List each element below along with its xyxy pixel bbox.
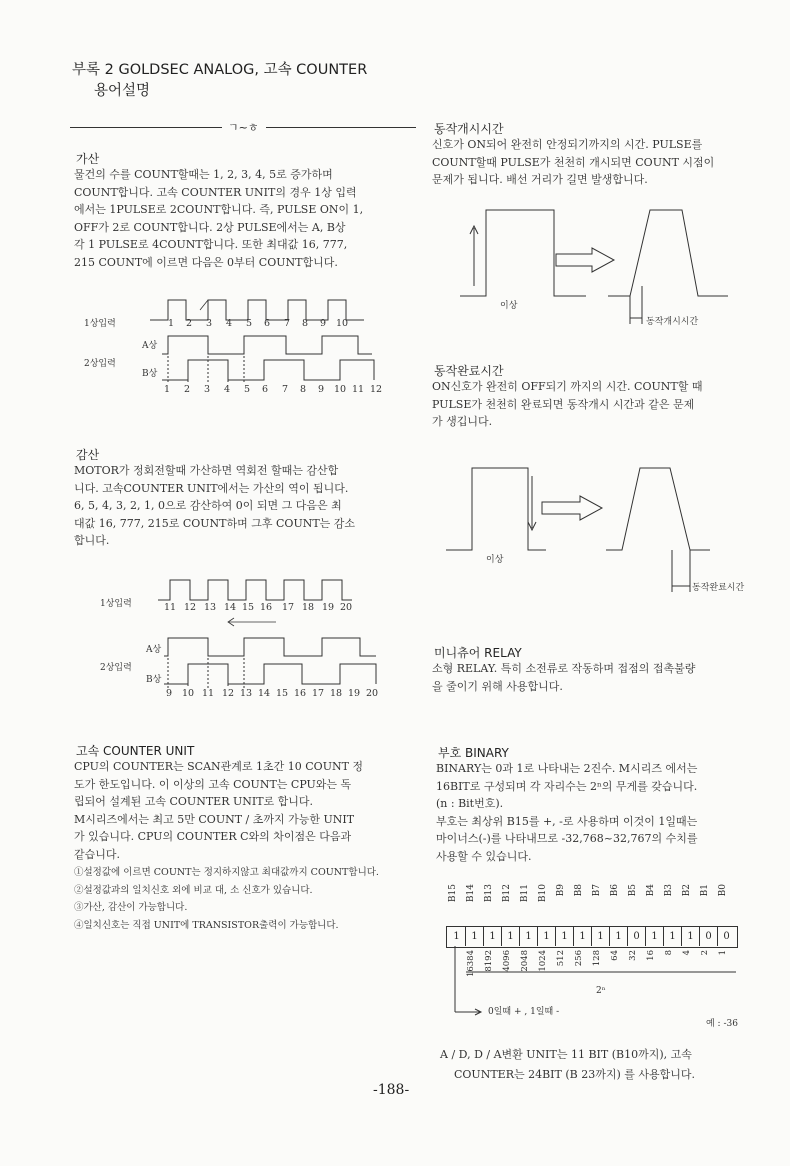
tick: 18 [302,602,315,613]
conversion-note-line2: COUNTER는 24BIT (B 23까지) 를 사용합니다. [454,1068,696,1081]
sub-body: MOTOR가 정회전할때 가산하면 역회전 할때는 감산합 니다. 고속COUNTER UNIT에서는 가산의 역이 됩니다. 6, 5, 4, 3, 2, 1, 0으로 감산하여 0이 되면 그 다음은 최 대값 16, 777, 215로 COUNT하며 그후 COUNT는 감소 합니다. [74,464,356,547]
relay-body: 소형 RELAY. 특히 소전류로 작동하며 접점의 접촉불량 을 줄이기 위해 사용합니다. [432,662,696,693]
end-ideal-label: 이상 [486,555,504,565]
bit-value: 1 [502,927,520,946]
tick: 14 [258,688,271,699]
sub-2phase-waveform [164,636,394,690]
sub-heading: 감산 [76,448,100,462]
bit-label: B8 [574,884,584,897]
sub-a-phase-label: A상 [146,645,162,655]
bit-label: B13 [484,884,494,903]
tick: 14 [224,602,237,613]
tick: 2 [186,318,193,329]
tick: 17 [282,602,295,613]
conversion-note-line1: A / D, D / A변환 UNIT는 11 BIT (B10까지), 고속 [440,1048,692,1061]
tick: 3 [206,318,213,329]
bit-weight: 4 [682,950,692,956]
bit-label: B9 [556,884,566,897]
bit-value: 1 [664,927,682,946]
hsc-list [74,864,414,934]
weight-bracket [446,946,736,976]
bit-weight: 32 [628,950,638,961]
tick: 10 [182,688,195,699]
bit-weight: 8192 [484,950,494,972]
bit-weight: 512 [556,950,566,967]
divider-line-left [70,127,222,128]
tick: 20 [366,688,379,699]
bit-weight: 2 [700,950,710,956]
bit-value: 0 [628,927,646,946]
binary-body: BINARY는 0과 1로 나타내는 2진수. M시리즈 에서는 16BIT로 구성되며 각 자리수는 2ⁿ의 무게를 갖습니다. (n : Bit번호). 부호는 최상위 B15를 +, -로 사용하며 이것이 1일때는 마이너스(-)를 나타내므로 -32,768~32,767의 수치를 사용할 수 있습니다. [436,762,698,863]
add-a-phase-label: A상 [142,341,158,351]
bit-label: B0 [718,884,728,897]
start-ideal-label: 이상 [500,301,518,311]
end-body: ON신호가 완전히 OFF되기 까지의 시간. COUNT할 때 PULSE가 천천히 완료되면 동작개시 시간과 같은 문제 가 생깁니다. [432,380,703,428]
tick: 9 [166,688,173,699]
tick: 15 [242,602,255,613]
divider-line-right [266,127,416,128]
tick: 12 [222,688,235,699]
tick: 7 [282,384,289,395]
bit-weight: 256 [574,950,584,967]
tick: 6 [264,318,271,329]
bit-weight: 1024 [538,950,548,972]
bit-value: 1 [466,927,484,946]
tick: 6 [262,384,269,395]
bit-value: 1 [520,927,538,946]
hsc-heading: 고속 COUNTER UNIT [76,744,195,758]
bit-weight: 8 [664,950,674,956]
end-heading: 동작완료시간 [434,364,504,378]
tick: 11 [202,688,215,699]
sub-b-phase-label: B상 [146,675,162,685]
binary-table [446,884,766,1024]
bit-label: B4 [646,884,656,897]
bit-weight: 2048 [520,950,530,972]
binary-heading: 부호 BINARY [438,746,509,760]
bit-value: 1 [610,927,628,946]
bit-label: B2 [682,884,692,897]
page-title-line2: 용어설명 [94,83,151,99]
sub-2phase-ticks [160,688,390,700]
tick: 19 [322,602,335,613]
sub-2phase-label: 2상입력 [100,663,132,673]
bit-value: 1 [682,927,700,946]
bit-label: B12 [502,884,512,903]
page-title [72,60,367,102]
tick: 3 [204,384,211,395]
bit-value: 0 [700,927,718,946]
tick: 12 [370,384,383,395]
bit-label: B10 [538,884,548,903]
tick: 13 [240,688,253,699]
tick: 12 [184,602,197,613]
bit-weight: 128 [592,950,602,967]
tick: 20 [340,602,353,613]
tick: 19 [348,688,361,699]
bit-value: 1 [484,927,502,946]
tick: 2 [184,384,191,395]
add-b-phase-label: B상 [142,369,158,379]
add-2phase-ticks [160,384,390,396]
add-2phase-waveform [162,334,392,386]
binary-example: 예 : -36 [706,1019,738,1029]
tick: 8 [300,384,307,395]
tick: 4 [224,384,231,395]
sub-1phase-label: 1상입력 [100,599,132,609]
list-item: ①설정값에 이르면 COUNT는 정지하지않고 최대값까지 COUNT합니다. [74,867,379,878]
tick: 10 [334,384,347,395]
tick: 7 [284,318,291,329]
bit-label: B5 [628,884,638,897]
bit-weight: 64 [610,950,620,961]
tick: 1 [164,384,171,395]
bit-label: B15 [448,884,458,903]
tick: 13 [204,602,217,613]
tick: 16 [260,602,273,613]
bit-value: 1 [448,927,466,946]
hsc-body: CPU의 COUNTER는 SCAN관계로 1초간 10 COUNT 정 도가 한도입니다. 이 이상의 고속 COUNT는 CPU와는 독 립되어 설계된 고속 COUNTER UNIT로 합니다. M시리즈에서는 최고 5만 COUNT / 초까지 가능한 UNIT 가 있습니다. CPU의 COUNTER C와의 차이점은 다음과 같습니다. [74,760,364,861]
bit-value-row [446,926,738,948]
relay-heading: 미니츄어 RELAY [434,646,522,660]
bit-value: 1 [574,927,592,946]
sub-1phase-ticks [160,602,360,614]
bit-value: 0 [723,931,730,942]
add-heading: 가산 [76,152,100,166]
tick: 9 [318,384,325,395]
start-heading: 동작개시시간 [434,122,504,136]
tick: 4 [226,318,233,329]
list-item: ③가산, 감산이 가능합니다. [74,902,188,913]
bit-weight: 1 [718,950,728,956]
bit-label: B1 [700,884,710,897]
tick: 11 [164,602,177,613]
end-time-label: 동작완료시간 [692,583,745,593]
add-1phase-label: 1상입력 [84,319,116,329]
add-body: 물건의 수를 COUNT할때는 1, 2, 3, 4, 5로 증가하며 COUNT합니다. 고속 COUNTER UNIT의 경우 1상 입력 에서는 1PULSE로 2COUNT합니다. 즉, PULSE ON이 1, OFF가 2로 COUNT합니다. 2상 PULSE에서는 A, B상 각 1 PULSE로 4COUNT합니다. 또한 최대값 16, 777, 215 COUNT에 이르면 다음은 0부터 COUNT합니다. [74,168,364,269]
bit-value: 1 [646,927,664,946]
bit-label: B14 [466,884,476,903]
bit-weight: 16384 [466,950,476,978]
bit-label: B3 [664,884,674,897]
sign-label: 0일때 + , 1일때 - [488,1007,560,1017]
tick: 8 [302,318,309,329]
tick: 16 [294,688,307,699]
tick: 1 [168,318,175,329]
tick: 18 [330,688,343,699]
add-1phase-ticks [160,318,360,330]
bit-label: B7 [592,884,602,897]
start-time-label: 동작개시시간 [646,317,699,327]
bit-label: B6 [610,884,620,897]
tick: 17 [312,688,325,699]
bit-value: 1 [592,927,610,946]
bit-value: 1 [538,927,556,946]
bit-label: B11 [520,884,530,903]
divider-label: ㄱ~ㅎ [228,121,259,134]
start-body: 신호가 ON되어 완전히 안정되기까지의 시간. PULSE를 COUNT할때 PULSE가 천천히 개시되면 COUNT 시점이 문제가 됩니다. 배선 거리가 길면 발생합니다. [432,138,715,186]
tick: 9 [320,318,327,329]
power-label: 2ⁿ [596,986,606,996]
tick: 5 [244,384,251,395]
list-item: ④일치신호는 직접 UNIT에 TRANSISTOR출력이 가능합니다. [74,919,339,931]
bit-weight: 16 [646,950,656,961]
bit-weight: 4096 [502,950,512,972]
index-divider [70,120,416,134]
tick: 11 [352,384,365,395]
tick: 5 [246,318,253,329]
tick: 15 [276,688,289,699]
page-title-line1: 부록 2 GOLDSEC ANALOG, 고속 COUNTER [72,62,368,78]
add-2phase-label: 2상입력 [84,359,116,369]
tick: 10 [336,318,349,329]
list-item: ②설정값과의 일치신호 외에 비교 대, 소 신호가 있습니다. [74,884,313,896]
bit-value: 1 [556,927,574,946]
end-pulse-diagram [446,464,716,604]
page-number: -188- [373,1082,410,1098]
